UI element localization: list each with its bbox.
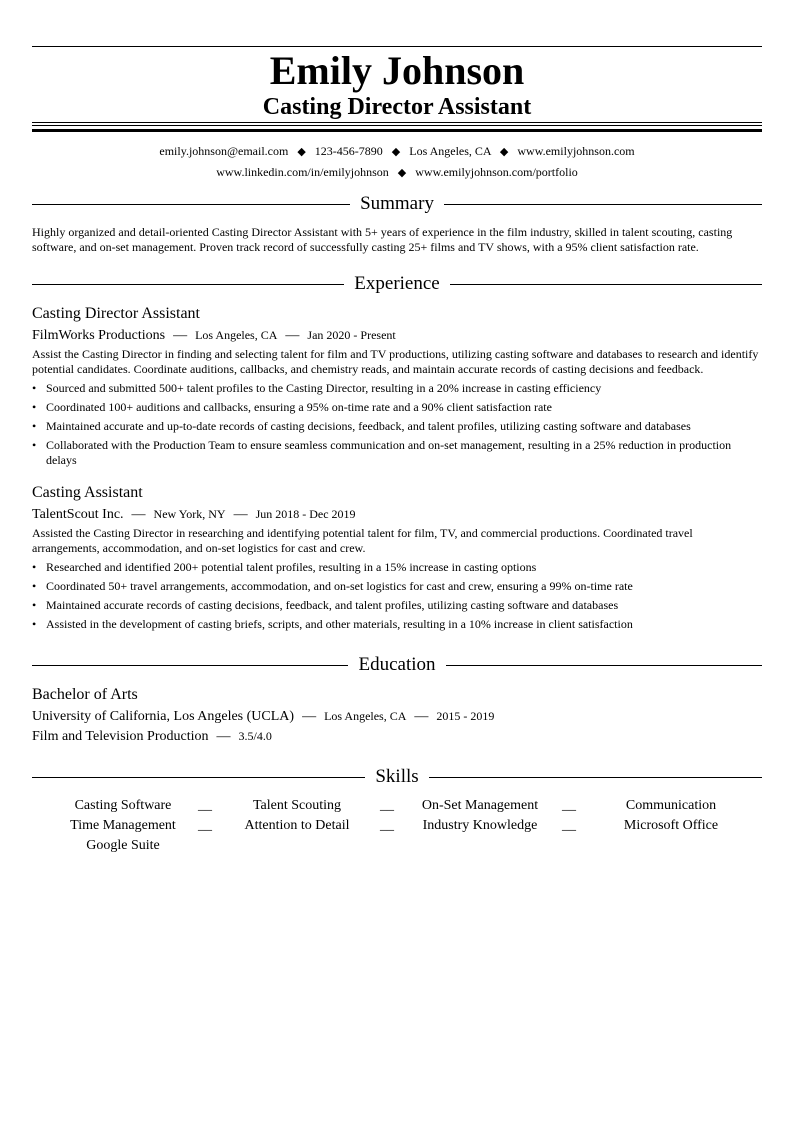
bullet-icon: • <box>32 579 37 593</box>
bullet-icon: • <box>32 617 37 631</box>
job-meta <box>32 326 396 345</box>
skill-item: Communication <box>625 798 717 813</box>
school-location: Los Angeles, CA <box>324 709 407 723</box>
school-meta <box>32 707 494 726</box>
bullet-icon: • <box>32 598 37 612</box>
summary-heading <box>32 192 762 216</box>
skills-row <box>32 816 762 836</box>
job-dates: Jun 2018 - Dec 2019 <box>255 507 356 521</box>
skill-item: On-Set Management <box>421 798 539 813</box>
candidate-name: Emily Johnson <box>269 48 525 93</box>
job-location: Los Angeles, CA <box>195 328 278 342</box>
job-description: Assisted the Casting Director in researching and identifying potential talent for film, TV, and commercial productions. Coordinated travel arrangements, accommodation, and on-set logistics for cast and crew. <box>32 526 693 555</box>
list-item: • Sourced and submitted 500+ talent profiles to the Casting Director, resulting in a 20% increase in casting efficiency <box>32 381 602 395</box>
skill-item: Google Suite <box>86 838 160 853</box>
bullet-icon: • <box>32 381 37 395</box>
bullet-icon: • <box>32 400 37 414</box>
job-description: Assist the Casting Director in finding and selecting talent for film and TV productions, utilizing casting software and databases to research and identify potential candidates. Coordinate auditions, callbacks, and chemistry reads, and maintain accurate records of casting decisions and feedback. <box>32 347 759 376</box>
job-bullet-list <box>32 560 762 636</box>
contact-line-1 <box>32 143 762 160</box>
skills-row <box>32 836 762 856</box>
major: Film and Television Production <box>32 729 209 744</box>
skill-item: Microsoft Office <box>623 818 719 833</box>
list-item: • Coordinated 100+ auditions and callbacks, ensuring a 95% on-time rate and a 90% client satisfaction rate <box>32 400 552 414</box>
skill-item: Talent Scouting <box>252 798 342 813</box>
dash-separator: — <box>233 507 248 522</box>
list-item: • Collaborated with the Production Team to ensure seamless communication and on-set management, resulting in a 25% reduction in production delays <box>32 438 732 467</box>
company-name: FilmWorks Productions <box>32 328 166 343</box>
skills-row <box>32 796 762 816</box>
list-item: • Researched and identified 200+ potential talent profiles, resulting in a 15% increase in casting options <box>32 560 537 574</box>
header-double-rule <box>32 122 762 133</box>
phone-number: 123-456-7890 <box>314 144 383 158</box>
job-location: New York, NY <box>153 507 226 521</box>
major-meta <box>32 727 272 746</box>
bullet-icon: • <box>32 560 37 574</box>
diamond-separator-icon: ◆ <box>397 167 407 179</box>
company-name: TalentScout Inc. <box>32 507 124 522</box>
top-rule <box>32 46 762 47</box>
dash-separator: — <box>302 709 317 724</box>
location: Los Angeles, CA <box>409 144 491 158</box>
dash-separator: __ <box>562 798 576 813</box>
school-name: University of California, Los Angeles (UCLA) <box>32 709 295 724</box>
contact-line-2 <box>32 164 762 181</box>
bullet-icon: • <box>32 419 37 433</box>
job-bullet-list <box>32 381 762 472</box>
list-item: • Assisted in the development of casting briefs, scripts, and other materials, resulting in a 10% increase in client satisfaction <box>32 617 633 631</box>
dash-separator: __ <box>562 818 576 833</box>
list-item: • Maintained accurate and up-to-date records of casting decisions, feedback, and talent profiles, utilizing casting software and databases <box>32 419 691 433</box>
dash-separator: __ <box>380 818 394 833</box>
gpa: 3.5/4.0 <box>238 729 272 743</box>
degree-title: Bachelor of Arts <box>32 686 138 703</box>
education-heading-label: Education <box>358 654 436 675</box>
candidate-title: Casting Director Assistant <box>262 94 532 120</box>
list-item: • Maintained accurate records of casting decisions, feedback, and talent profiles, utilizing casting software and databases <box>32 598 619 612</box>
website-link[interactable]: www.emilyjohnson.com <box>517 144 635 158</box>
skill-item: Casting Software <box>74 798 172 813</box>
dash-separator: — <box>131 507 146 522</box>
bullet-icon: • <box>32 438 37 452</box>
skill-item: Industry Knowledge <box>422 818 538 833</box>
skills-heading-label: Skills <box>375 766 419 787</box>
dash-separator: — <box>173 328 188 343</box>
email-link[interactable]: emily.johnson@email.com <box>159 144 289 158</box>
dash-separator: — <box>414 709 429 724</box>
job-title: Casting Director Assistant <box>32 305 200 322</box>
experience-heading <box>32 272 762 296</box>
experience-heading-label: Experience <box>354 273 440 294</box>
diamond-separator-icon: ◆ <box>297 146 306 158</box>
skills-grid <box>32 796 762 856</box>
summary-text: Highly organized and detail-oriented Casting Director Assistant with 5+ years of experience in the film industry, skilled in talent scouting, casting software, and on-set management. Proven track record of successfully casting 25+ films and TV shows, with a 95% client satisfaction rate. <box>32 225 733 254</box>
skill-item: Attention to Detail <box>244 818 350 833</box>
dash-separator: __ <box>380 798 394 813</box>
dash-separator: — <box>216 729 231 744</box>
job-meta <box>32 505 356 524</box>
dash-separator: __ <box>198 818 212 833</box>
portfolio-link[interactable]: www.emilyjohnson.com/portfolio <box>415 165 578 179</box>
diamond-separator-icon: ◆ <box>391 146 401 158</box>
skill-item: Time Management <box>70 818 176 833</box>
school-dates: 2015 - 2019 <box>436 709 495 723</box>
summary-heading-label: Summary <box>360 193 434 214</box>
job-title: Casting Assistant <box>32 484 143 501</box>
linkedin-link[interactable]: www.linkedin.com/in/emilyjohnson <box>216 165 389 179</box>
education-heading <box>32 653 762 677</box>
skills-heading <box>32 765 762 789</box>
dash-separator: __ <box>198 798 212 813</box>
diamond-separator-icon: ◆ <box>499 146 509 158</box>
job-dates: Jan 2020 - Present <box>307 328 396 342</box>
dash-separator: — <box>285 328 300 343</box>
list-item: • Coordinated 50+ travel arrangements, accommodation, and on-set logistics for cast and crew, ensuring a 99% on-time rate <box>32 579 633 593</box>
